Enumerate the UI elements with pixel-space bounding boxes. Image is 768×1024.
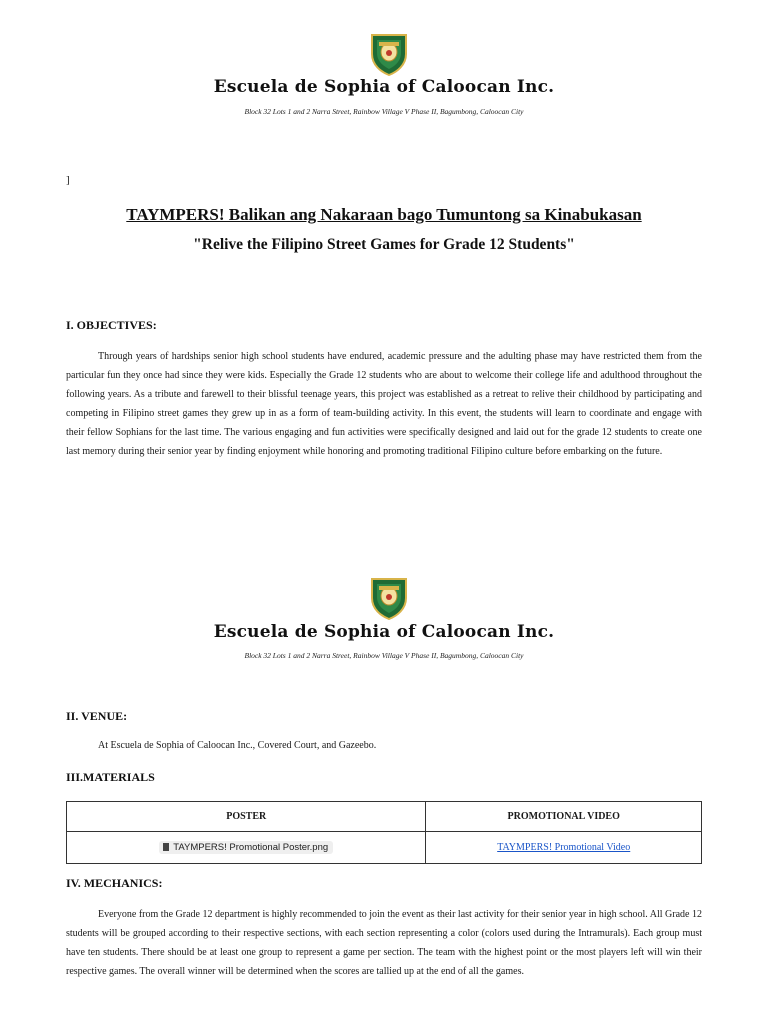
venue-heading: II. VENUE: [66,709,128,723]
school-address: Block 32 Lots 1 and 2 Narra Street, Rainbow Village V Phase II, Bagumbong, Caloocan City [244,651,524,660]
table-header-poster: POSTER [67,802,426,832]
promotional-video-link[interactable]: TAYMPERS! Promotional Video [497,842,631,853]
file-icon [163,843,169,851]
stray-mark: ] [66,174,70,186]
materials-table [66,801,702,864]
mechanics-paragraph: Everyone from the Grade 12 department is highly recommended to join the event as their last activity for their senior year in high school. All Grade 12 students will be grouped according to their respective sections, with each section representing a color (colors used during the Intramurals). Each group must have ten students. There should be at least one group to represent a game per section. The team with the highest point or the most players left will win their respective games. The overall winner will be determined when the scores are tallied up at the end of all the games. [66,909,702,977]
school-name: Escuela de Sophia of Caloocan Inc. [213,622,555,642]
poster-cell [67,832,426,864]
venue-text: At Escuela de Sophia of Caloocan Inc., Covered Court, and Gazeebo. [98,740,377,751]
school-address: Block 32 Lots 1 and 2 Narra Street, Rainbow Village V Phase II, Bagumbong, Caloocan City [244,107,524,116]
mechanics-heading: IV. MECHANICS: [66,876,163,890]
poster-file-chip[interactable] [159,841,333,854]
objectives-paragraph: Through years of hardships senior high school students have endured, academic pressure and the adulting phase may have restricted them from the particular fun they once had since they were kids. Especially the Grade 12 students who are about to welcome their college life and adulthood throughout the following years. As a tribute and farewell to their blissful teenage years, this project was established as a retreat to relive their childhood by participating and competing in Filipino street games they grew up in as a form of team-building activity. In this event, the students will learn to coordinate and engage with their fellow Sophians for the last time. The various engaging and fun activities were specifically designed and laid out for the grade 12 students to create one last memory during their senior year by finding enjoyment while honoring and promoting traditional Filipino culture before embarking on the future. [66,351,702,457]
materials-heading: III.MATERIALS [66,770,155,784]
video-cell [426,832,702,864]
document-title: TAYMPERS! Balikan ang Nakaraan bago Tumuntong sa Kinabukasan [126,205,642,224]
school-crest-icon [370,576,408,620]
objectives-heading: I. OBJECTIVES: [66,318,157,332]
document-subtitle: "Relive the Filipino Street Games for Grade 12 Students" [193,236,575,253]
school-name: Escuela de Sophia of Caloocan Inc. [213,77,555,97]
poster-file-name: TAYMPERS! Promotional Poster.png [173,842,329,853]
table-header-video: PROMOTIONAL VIDEO [426,802,702,832]
school-crest-icon [370,32,408,76]
